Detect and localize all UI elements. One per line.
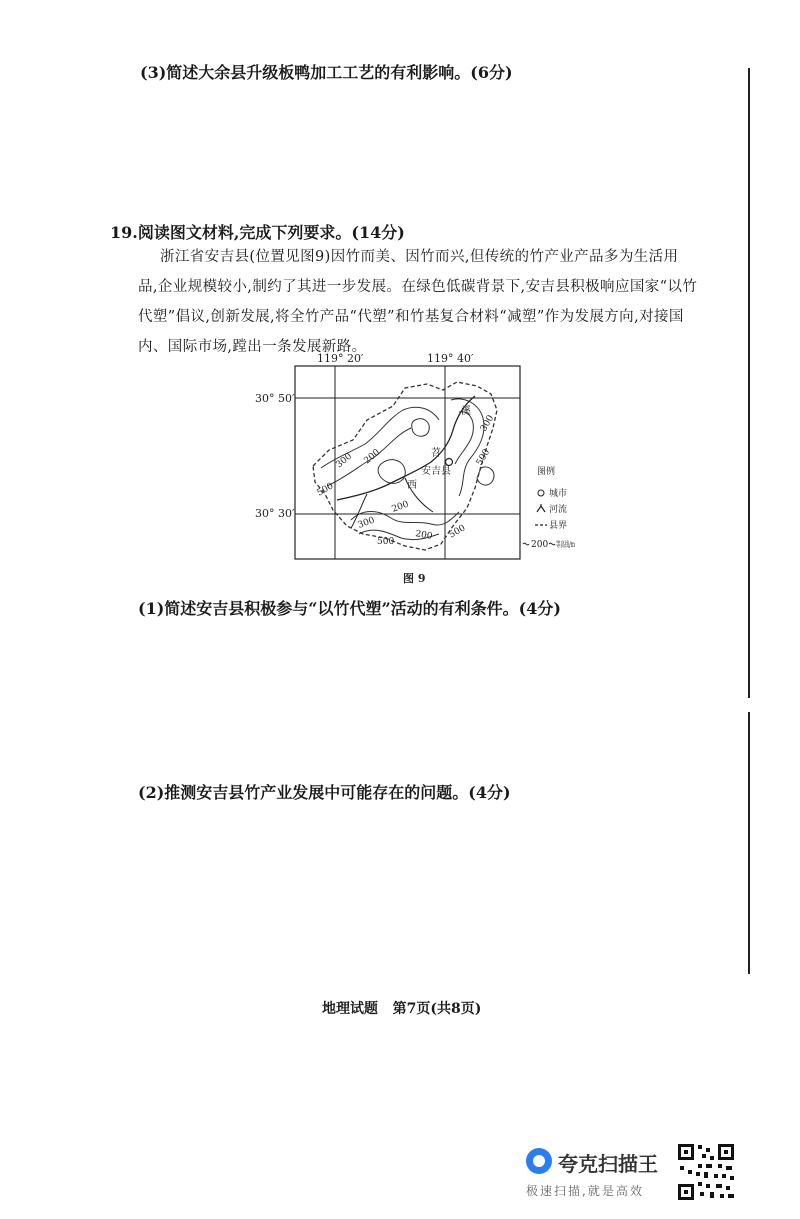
scan-edge-line-bottom [748,712,750,974]
page-footer: 地理试题 第7页(共8页) [322,1001,482,1017]
scanner-watermark [522,1140,742,1204]
watermark-slogan: 极速扫描,就是高效 [526,1184,644,1198]
scan-edge-line-top [748,68,750,698]
lat-label-1: 30° 50′ [255,392,295,405]
contour-label: 500 [377,537,395,547]
legend-boundary-label: 县界 [549,521,568,531]
legend-river-icon [537,504,545,512]
quark-logo-icon [526,1148,552,1174]
material-line-4: 内、国际市场,蹚出一条发展新路。 [138,339,367,355]
material-line-1: 浙江省安吉县(位置见图9)因竹而美、因竹而兴,但传统的竹产业产品多为生活用 [160,249,679,265]
contour-line [412,419,430,437]
legend-title: 图例 [537,467,556,477]
question-19-2: (2)推测安吉县竹产业发展中可能存在的问题。(4分) [138,783,511,802]
qr-code-icon [676,1142,736,1202]
contour-label: 200 [414,529,434,542]
city-anji-marker [446,459,453,466]
material-line-2: 品,企业规模较小,制约了其进一步发展。在绿色低碳背景下,安吉县积极响应国家“以竹 [138,279,698,295]
lat-label-2: 30° 30′ [255,507,295,520]
contour-label: 300 [356,515,377,531]
river-label-xi2: 溪 [461,406,471,417]
contour-label: 500 [315,481,336,499]
question-19-1: (1)简述安吉县积极参与“以竹代塑”活动的有利条件。(4分) [138,599,561,618]
contour-label: 300 [334,451,355,471]
contour-line [378,460,405,484]
question-18-3: (3)简述大余县升级板鸭加工工艺的有利影响。(6分) [140,63,513,82]
lon-label-1: 119° 20′ [317,352,364,365]
contour-line [455,412,473,464]
material-line-3: 代塑”倡议,创新发展,将全竹产品“代塑”和竹基复合材料“减塑”作为发展方向,对接国 [138,309,684,325]
contour-label: 200 [362,447,383,467]
river-label-tiao: 苕 [431,448,441,459]
lon-label-2: 119° 40′ [427,352,474,365]
figure-caption: 图 9 [403,572,426,585]
contour-label: 300 [478,413,497,434]
contour-label: 500 [474,447,493,468]
contour-label: 500 [447,523,468,541]
legend-city-icon [538,490,544,496]
legend-contour-icon-tail [549,543,555,545]
legend-contour-sample: 200 [531,540,549,550]
river-label-xi: 西 [407,480,417,491]
legend-city-label: 城市 [549,489,568,499]
legend-river-label: 河流 [549,505,568,515]
figure-9-map [255,348,591,588]
legend-contour-label: 等高线/m [556,540,591,549]
city-anji-label: 安吉县 [421,466,451,477]
contour-label: 200 [390,499,411,515]
legend-contour-icon [523,543,529,545]
question-19-material [138,242,758,362]
question-19-heading: 19.阅读图文材料,完成下列要求。(14分) [110,223,405,242]
watermark-brand: 夸克扫描王 [558,1152,658,1176]
